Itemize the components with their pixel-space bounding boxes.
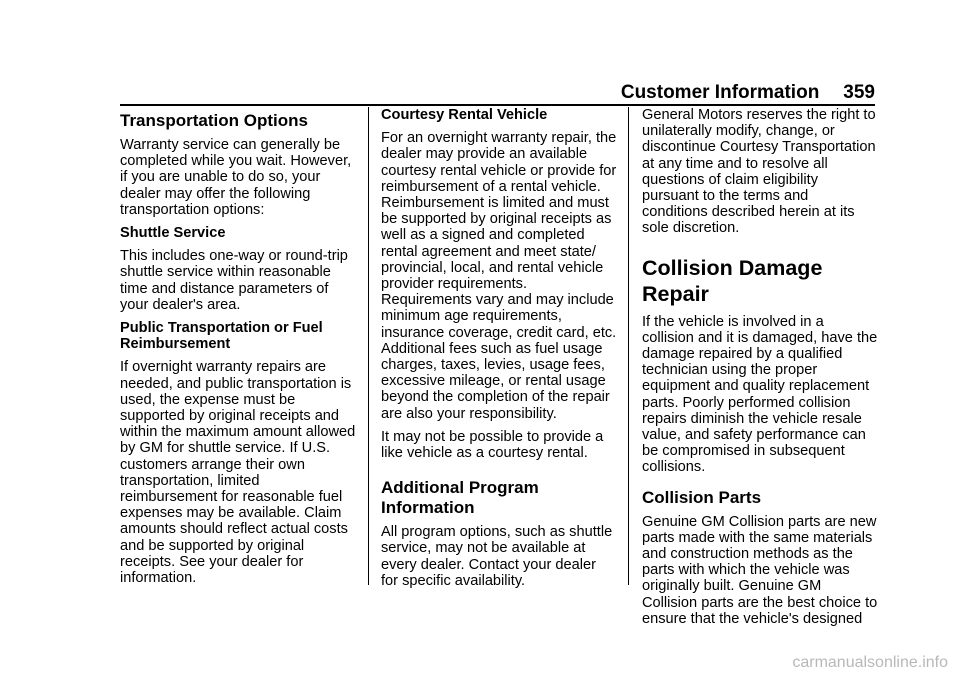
column-2 xyxy=(381,107,617,596)
transportation-intro: Warranty service can generally be completed while you wait. However, if you are unable to do so, your dealer may offer the following transportation options: xyxy=(120,137,352,218)
public-transportation-text: If overnight warranty repairs are needed, and public transportation is used, the expense must be supported by original receipts and within the maximum amount allowed by GM for shuttle service. If U.S. customers arrange their own transportation, limited reimbursement for reasonable fuel expenses may be available. Claim amounts should reflect actual costs and be supported by original receipts. See your dealer for information. xyxy=(120,359,356,587)
section-title: Customer Information xyxy=(620,82,820,103)
column-1 xyxy=(120,107,360,593)
gm-rights-text: General Motors reserves the right to unilaterally modify, change, or discontinue Courtesy Transportation at any time and to resolve all questions of claim eligibility pursuant to the terms and conditions described herein at its sole discretion. xyxy=(642,107,876,237)
column-3 xyxy=(642,107,878,634)
column-divider xyxy=(628,107,629,585)
shuttle-service-title: Shuttle Service xyxy=(120,225,226,242)
header-rule xyxy=(120,104,875,106)
watermark: carmanualsonline.info xyxy=(792,654,948,671)
courtesy-rental-note: It may not be possible to provide a like vehicle as a courtesy rental. xyxy=(381,428,604,462)
additional-program-text: All program options, such as shuttle service, may not be available at every dealer. Contact your dealer for specific availability. xyxy=(381,524,613,589)
page-number: 359 xyxy=(843,82,875,103)
collision-damage-text: If the vehicle is involved in a collision and it is damaged, have the damage repaired by a qualified technician using the proper equipment and quality replacement parts. Poorly performed collision repairs diminish the vehicle resale value, and safety performance can be compromised in subsequent collisions. xyxy=(642,313,878,476)
shuttle-service-text: This includes one-way or round-trip shuttle service within reasonable time and distance parameters of your dealer's area. xyxy=(120,248,348,313)
running-header xyxy=(120,82,875,104)
transportation-options-heading: Transportation Options xyxy=(120,111,308,130)
courtesy-rental-title: Courtesy Rental Vehicle xyxy=(381,107,548,123)
collision-damage-heading: Collision Damage Repair xyxy=(642,255,823,306)
column-divider xyxy=(368,107,369,585)
collision-parts-text: Genuine GM Collision parts are new parts made with the same materials and construction methods as the parts with which the vehicle was originally built. Genuine GM Collision parts are the best choice to ensure that the vehicle's designed xyxy=(642,513,878,627)
courtesy-rental-text: For an overnight warranty repair, the dealer may provide an available courtesy rental vehicle or provide for reimbursement of a rental vehicle. Reimbursement is limited and must be supported by original receipts as well as a signed and completed rental agreement and meet state/ provincial, local, and rental vehicle provider requirements. Requirements vary and may include minimum age requirements, insurance coverage, credit card, etc. Additional fees such as fuel usage charges, taxes, levies, usage fees, excessive mileage, or rental usage beyond the completion of the repair are also your responsibility. xyxy=(381,130,617,422)
public-transportation-title: Public Transportation or Fuel Reimbursement xyxy=(120,320,323,353)
collision-parts-heading: Collision Parts xyxy=(642,487,762,507)
additional-program-heading: Additional Program Information xyxy=(381,478,539,518)
